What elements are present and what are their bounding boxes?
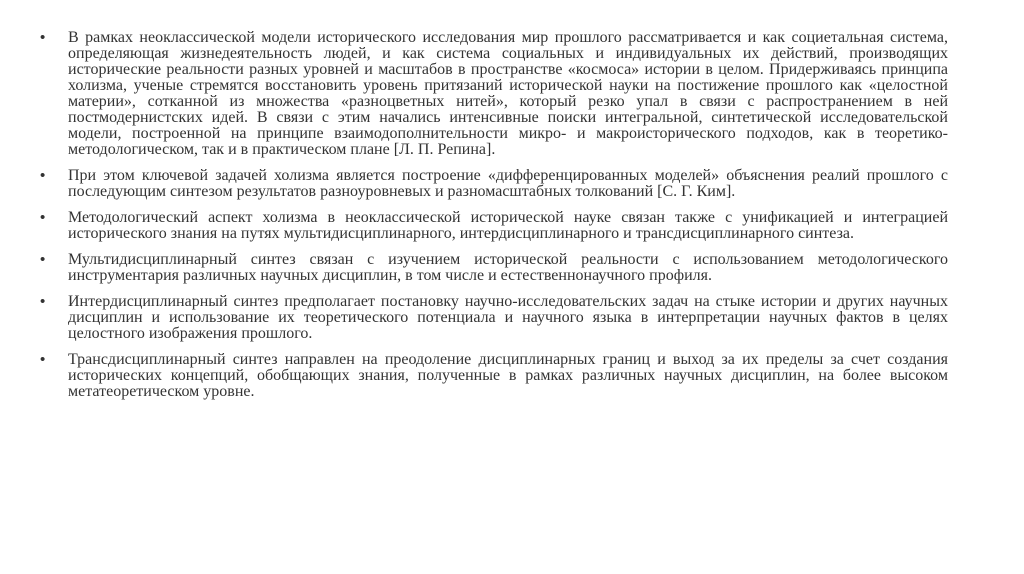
bullet-item: • При этом ключевой задачей холизма является построение «дифференцированных моделей» объяснения реалий прошлого с последующим синтезом результатов разноуровневых и разномасштабных толкований [С. Г. Ким]. [68,168,948,200]
bullet-list [68,30,948,400]
bullet-item: • Методологический аспект холизма в неоклассической исторической науке связан также с унификацией и интеграцией исторического знания на путях мультидисциплинарного, интердисциплинарного и трансдисциплинарного синтеза. [68,210,948,242]
bullet-item: • Трансдисциплинарный синтез направлен на преодоление дисциплинарных границ и выход за их пределы за счет создания исторических концепций, обобщающих знания, полученные в рамках различных научных дисциплин, на более высоком метатеоретическом уровне. [68,352,948,400]
bullet-item: • В рамках неоклассической модели исторического исследования мир прошлого рассматривается и как социетальная система, определяющая жизнедеятельность людей, и как система социальных и индивидуальных их действий, производящих исторические реальности разных уровней и масштабов в пространстве «космоса» истории в целом. Придерживаясь принципа холизма, ученые стремятся восстановить уровень притязаний исторической науки на постижение прошлого как «целостной материи», сотканной из множества «разноцветных нитей», который резко упал в связи с распространением в ней постмодернистских идей. В связи с этим начались интенсивные поиски интегральной, синтетической исследовательской модели, построенной на принципе взаимодополнительности микро- и макроисторического подходов, как в теоретико-методологическом, так и в практическом плане [Л. П. Репина]. [68,30,948,158]
bullet-item: • Мультидисциплинарный синтез связан с изучением исторической реальности с использованием методологического инструментария различных научных дисциплин, в том числе и естественнонаучного профиля. [68,252,948,284]
bullet-item: • Интердисциплинарный синтез предполагает постановку научно-исследовательских задач на стыке истории и других научных дисциплин и использование их теоретического потенциала и научного языка в интерпретации научных фактов в целях целостного изображения прошлого. [68,294,948,342]
